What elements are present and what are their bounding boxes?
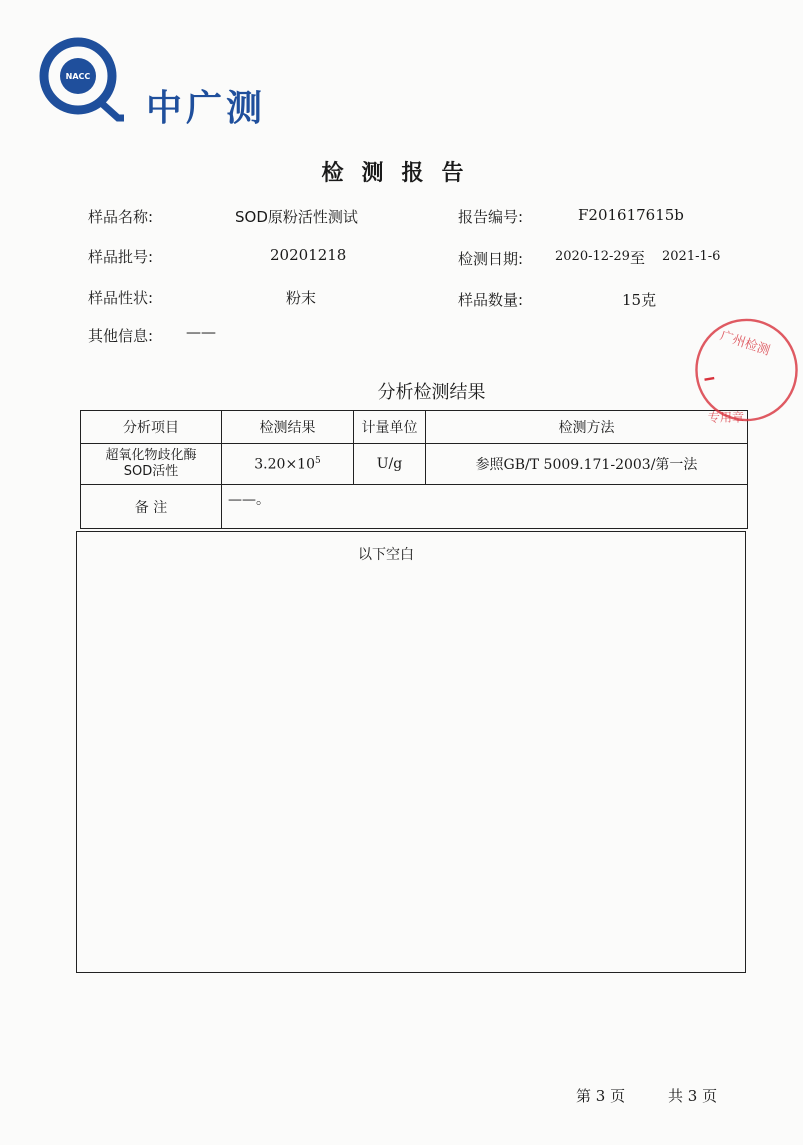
sample-name-value: SOD原粉活性测试 — [235, 208, 358, 226]
blank-note: 以下空白 — [358, 547, 414, 563]
test-date-separator: 至 — [630, 249, 646, 267]
cell-method: 参照GB/T 5009.171-2003/第一法 — [426, 444, 748, 485]
batch-no-value: 20201218 — [270, 246, 347, 264]
results-table — [80, 410, 748, 529]
test-date-end: 2021-1-6 — [662, 249, 721, 264]
table-row — [81, 444, 748, 485]
svg-text:广州检测: 广州检测 — [717, 328, 772, 359]
other-info-value: —— — [186, 323, 216, 341]
report-no-label: 报告编号: — [458, 208, 524, 226]
item-line1: 超氧化物歧化酶 — [105, 448, 197, 463]
test-date-label: 检测日期: — [458, 250, 524, 268]
report-title: 检测报告 — [321, 160, 482, 186]
batch-no-label: 样品批号: — [88, 248, 154, 266]
brand-name: 中广测 — [146, 88, 267, 129]
quantity-label: 样品数量: — [458, 291, 524, 309]
result-base: 3.20×10 — [254, 456, 315, 473]
logo-badge: NACC — [65, 72, 91, 81]
svg-text:专用章: 专用章 — [707, 410, 745, 425]
sample-name-label: 样品名称: — [88, 208, 154, 226]
result-exponent: 5 — [314, 455, 321, 466]
form-label: 样品性状: — [88, 289, 154, 307]
remark-label-text: 备 注 — [134, 499, 168, 516]
header-method: 检测方法 — [426, 411, 748, 444]
header-result: 检测结果 — [222, 411, 354, 444]
header-unit: 计量单位 — [354, 411, 426, 444]
nacc-logo-icon — [36, 34, 124, 122]
other-info-label: 其他信息: — [88, 327, 154, 345]
page-number: 第 3 页 — [576, 1087, 626, 1105]
remark-value: ——。 — [222, 485, 748, 529]
form-value: 粉末 — [286, 289, 317, 307]
remark-row — [81, 485, 748, 529]
report-no-value: F201617615b — [578, 206, 684, 224]
cell-result — [222, 444, 354, 485]
results-title: 分析检测结果 — [377, 382, 486, 403]
page-total: 共 3 页 — [668, 1087, 718, 1105]
cell-unit: U/g — [354, 444, 426, 485]
quantity-value: 15克 — [622, 291, 657, 309]
cell-item — [81, 444, 222, 485]
table-header-row — [81, 411, 748, 444]
test-date-start: 2020-12-29 — [555, 249, 630, 264]
item-line2: SOD活性 — [123, 464, 179, 479]
blank-area — [76, 531, 746, 973]
remark-label — [81, 485, 222, 529]
header-item: 分析项目 — [81, 411, 222, 444]
stamp-icon — [690, 300, 803, 440]
